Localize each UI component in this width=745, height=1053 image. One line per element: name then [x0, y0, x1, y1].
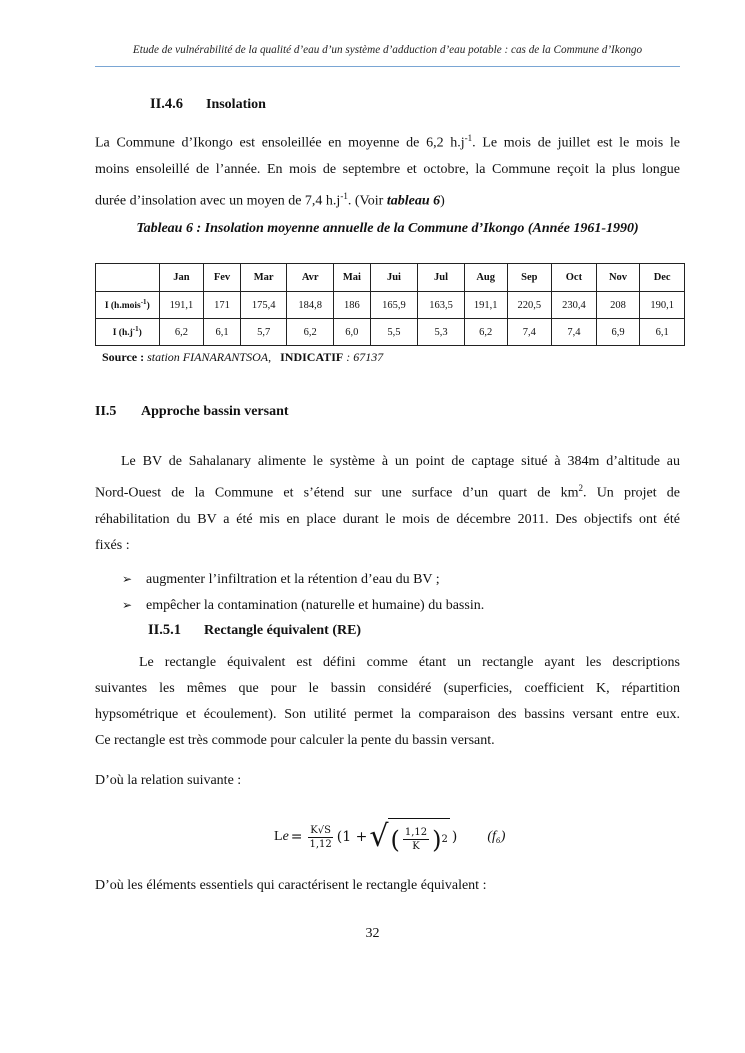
table-cell: 5,5	[370, 319, 418, 346]
fraction: $\frac{1,12}{K}$	[404, 827, 428, 852]
list-item: ➢ augmenter l’infiltration et la rétention d’eau du BV ;	[122, 566, 484, 592]
paragraph-line: moins ensoleillé de l’année. En mois de septembre et octobre, la Commune reçoit la plus longue	[95, 161, 680, 177]
month-header: Aug	[464, 264, 507, 292]
paragraph-line: durée d’insolation avec un moyen de 7,4 $h.j^{-1}$. (Voir tableau 6)	[95, 190, 445, 209]
table-caption: Tableau 6 : Insolation moyenne annuelle de la Commune d’Ikongo (Année 1961-1990)	[136, 221, 639, 236]
table-cell: 6,2	[464, 319, 507, 346]
table-cell: 165,9	[370, 292, 418, 319]
table-cell: 191,1	[464, 292, 507, 319]
section-heading-bv	[95, 404, 289, 420]
list-item: ➢ empêcher la contamination (naturelle et humaine) du bassin.	[122, 592, 484, 618]
paragraph-line: Le BV de Sahalanary alimente le système à un point de captage situé à 384m d’altitude au	[121, 454, 680, 469]
section-title: Insolation	[206, 97, 266, 112]
paragraph-line: fixés :	[95, 537, 130, 553]
month-header: Dec	[640, 264, 685, 292]
table-corner-cell	[96, 264, 160, 292]
section-number: II.5.1	[148, 622, 182, 638]
formula-lhs: Le	[274, 829, 289, 844]
square-root: √ ( $\frac{1,12}{K}$ ) 2	[369, 819, 448, 854]
bv-paragraph	[95, 449, 680, 559]
section-title: Approche bassin versant	[141, 404, 289, 419]
paragraph-line: La Commune d’Ikongo est ensoleillée en moyenne de 6,2 $h.j^{-1}$. Le mois de juillet est le mois le	[95, 133, 680, 151]
month-header: Mar	[240, 264, 287, 292]
month-header: Sep	[507, 264, 552, 292]
table-cell: 230,4	[552, 292, 597, 319]
month-header: Avr	[287, 264, 334, 292]
table-cell: 6,1	[640, 319, 685, 346]
re-paragraph	[95, 650, 680, 754]
table-cell: 6,1	[204, 319, 241, 346]
table-row	[96, 292, 685, 319]
elements-intro: D’où les éléments essentiels qui caractérisent le rectangle équivalent :	[95, 878, 487, 893]
table-cell: 186	[334, 292, 371, 319]
month-header: Jui	[370, 264, 418, 292]
table-cell: 163,5	[418, 292, 465, 319]
table-cell: 6,0	[334, 319, 371, 346]
section-heading-insolation	[150, 96, 266, 113]
table-cell: 5,3	[418, 319, 465, 346]
paragraph-line: hypsométrique et écoulement). Son utilité permet la comparaison des bassins versant entre eux.	[95, 707, 680, 722]
table-cell: 208	[596, 292, 640, 319]
table-cell: 7,4	[552, 319, 597, 346]
section-title: Rectangle équivalent (RE)	[204, 623, 362, 638]
table-cell: 6,9	[596, 319, 640, 346]
section-heading-re	[148, 622, 361, 639]
row-label: I $(h.j^{-1})$	[96, 319, 160, 346]
table-cell: 5,7	[240, 319, 287, 346]
table-cell: 171	[204, 292, 241, 319]
arrow-bullet-icon: ➢	[122, 572, 133, 586]
paragraph-line: réhabilitation du BV a été mis en place durant le mois de décembre 2011. Des objectifs ont été	[95, 511, 680, 527]
table-row	[96, 319, 685, 346]
table-cell: 6,2	[159, 319, 204, 346]
table-source: Source : station FIANARANTSOA, INDICATIF : 67137	[102, 350, 384, 364]
table-cell: 7,4	[507, 319, 552, 346]
paragraph-line: suivantes les mêmes que pour le bassin considéré (superficies, coefficient K, répartition	[95, 681, 680, 696]
relation-intro: D’où la relation suivante :	[95, 773, 242, 788]
table-header-row	[96, 264, 685, 292]
formula-le: Le = $\frac{K√S}{1,12}$ (1 + √ ( $\frac{1,12}{K}$ ) 2 ) (f₆)	[274, 819, 506, 854]
row-label: I (h.mois$^{-1}$)	[96, 292, 160, 319]
paragraph-line: Le rectangle équivalent est défini comme étant un rectangle ayant les descriptions	[139, 655, 680, 670]
month-header: Fev	[204, 264, 241, 292]
paragraph-line: Nord-Ouest de la Commune et s’étend sur une surface d’un quart de $km^2$. Un projet de	[95, 483, 681, 501]
month-header: Jan	[159, 264, 204, 292]
table-cell: 184,8	[287, 292, 334, 319]
table-cell: 6,2	[287, 319, 334, 346]
table-cell: 220,5	[507, 292, 552, 319]
month-header: Nov	[596, 264, 640, 292]
fraction: $\frac{K√S}{1,12}$	[309, 824, 332, 850]
header-rule	[95, 66, 680, 67]
paragraph-line: Ce rectangle est très commode pour calculer la pente du bassin versant.	[95, 733, 495, 748]
month-header: Oct	[552, 264, 597, 292]
formula-reference: (f₆)	[487, 829, 506, 844]
month-header: Jul	[418, 264, 465, 292]
table-cell: 190,1	[640, 292, 685, 319]
arrow-bullet-icon: ➢	[122, 598, 133, 612]
objectives-list	[122, 566, 484, 618]
insolation-table	[95, 263, 685, 346]
table-cell: 175,4	[240, 292, 287, 319]
page-number: 32	[365, 926, 380, 941]
section-number: II.5	[95, 404, 117, 419]
table-cell: 191,1	[159, 292, 204, 319]
running-header: Etude de vulnérabilité de la qualité d’eau d’un système d’adduction d’eau potable : cas de la Commune d’Ikongo	[132, 44, 643, 56]
insolation-paragraph	[95, 125, 680, 214]
month-header: Mai	[334, 264, 371, 292]
section-number: II.4.6	[150, 96, 184, 112]
